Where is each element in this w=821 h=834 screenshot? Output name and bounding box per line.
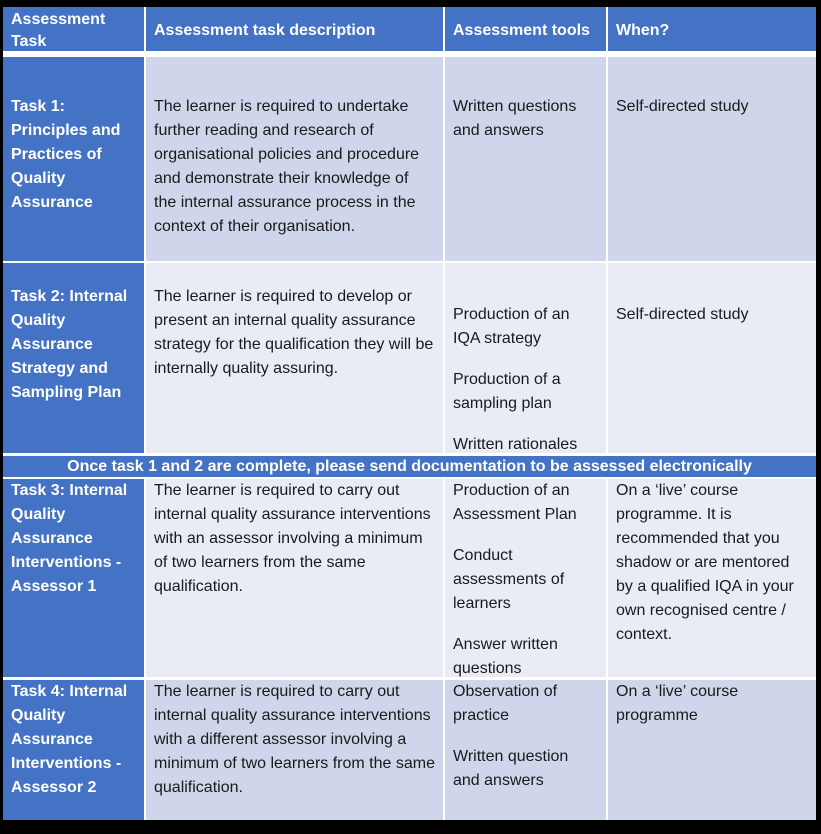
- task-3-description: The learner is required to carry out internal quality assurance interventions with an assessor involving a minimum of two learners from the same qualification.: [146, 479, 443, 677]
- tool-item: Written rationales: [453, 436, 578, 453]
- task-1-tools: [445, 57, 606, 261]
- task-4-when: On a ‘live’ course programme: [608, 680, 816, 820]
- tool-item: Answer written questions: [453, 636, 558, 677]
- task-2-when: Self-directed study: [608, 263, 816, 453]
- header-description: Assessment task description: [146, 7, 443, 51]
- submission-banner: Once task 1 and 2 are complete, please send documentation to be assessed electronically: [3, 456, 816, 477]
- tool-item: Observation of practice: [453, 683, 558, 724]
- header-tools: Assessment tools: [445, 7, 606, 51]
- task-2-tools: [445, 263, 606, 453]
- task-2-description: The learner is required to develop or present an internal quality assurance strategy for the qualification they will be internally quality assuring.: [146, 263, 443, 453]
- header-assessment-task: Assessment Task: [3, 7, 144, 51]
- task-3-label: Task 3: Internal Quality Assurance Interventions - Assessor 1: [3, 479, 144, 677]
- task-1-label: Task 1: Principles and Practices of Quality Assurance: [3, 57, 144, 261]
- task-4-description: The learner is required to carry out internal quality assurance interventions with a different assessor involving a minimum of two learners from the same qualification.: [146, 680, 443, 820]
- tool-item: Written question and answers: [453, 748, 569, 789]
- tool-item: Conduct assessments of learners: [453, 547, 565, 612]
- task-4-label: Task 4: Internal Quality Assurance Interventions - Assessor 2: [3, 680, 144, 820]
- tool-item: Written questions and answers: [453, 98, 577, 139]
- task-3-when: On a ‘live’ course programme. It is recommended that you shadow or are mentored by a qualified IQA in your own recognised centre / context.: [608, 479, 816, 677]
- task-2-label: Task 2: Internal Quality Assurance Strategy and Sampling Plan: [3, 263, 144, 453]
- header-when: When?: [608, 7, 816, 51]
- tool-item: Production of an IQA strategy: [453, 306, 570, 347]
- task-4-tools: [445, 680, 606, 820]
- task-1-description: The learner is required to undertake further reading and research of organisational policies and procedure and demonstrate their knowledge of the internal assurance process in the context of their organisation.: [146, 57, 443, 261]
- task-1-when: Self-directed study: [608, 57, 816, 261]
- task-3-tools: [445, 479, 606, 677]
- tool-item: Production of a sampling plan: [453, 371, 561, 412]
- tool-item: Production of an Assessment Plan: [453, 482, 577, 523]
